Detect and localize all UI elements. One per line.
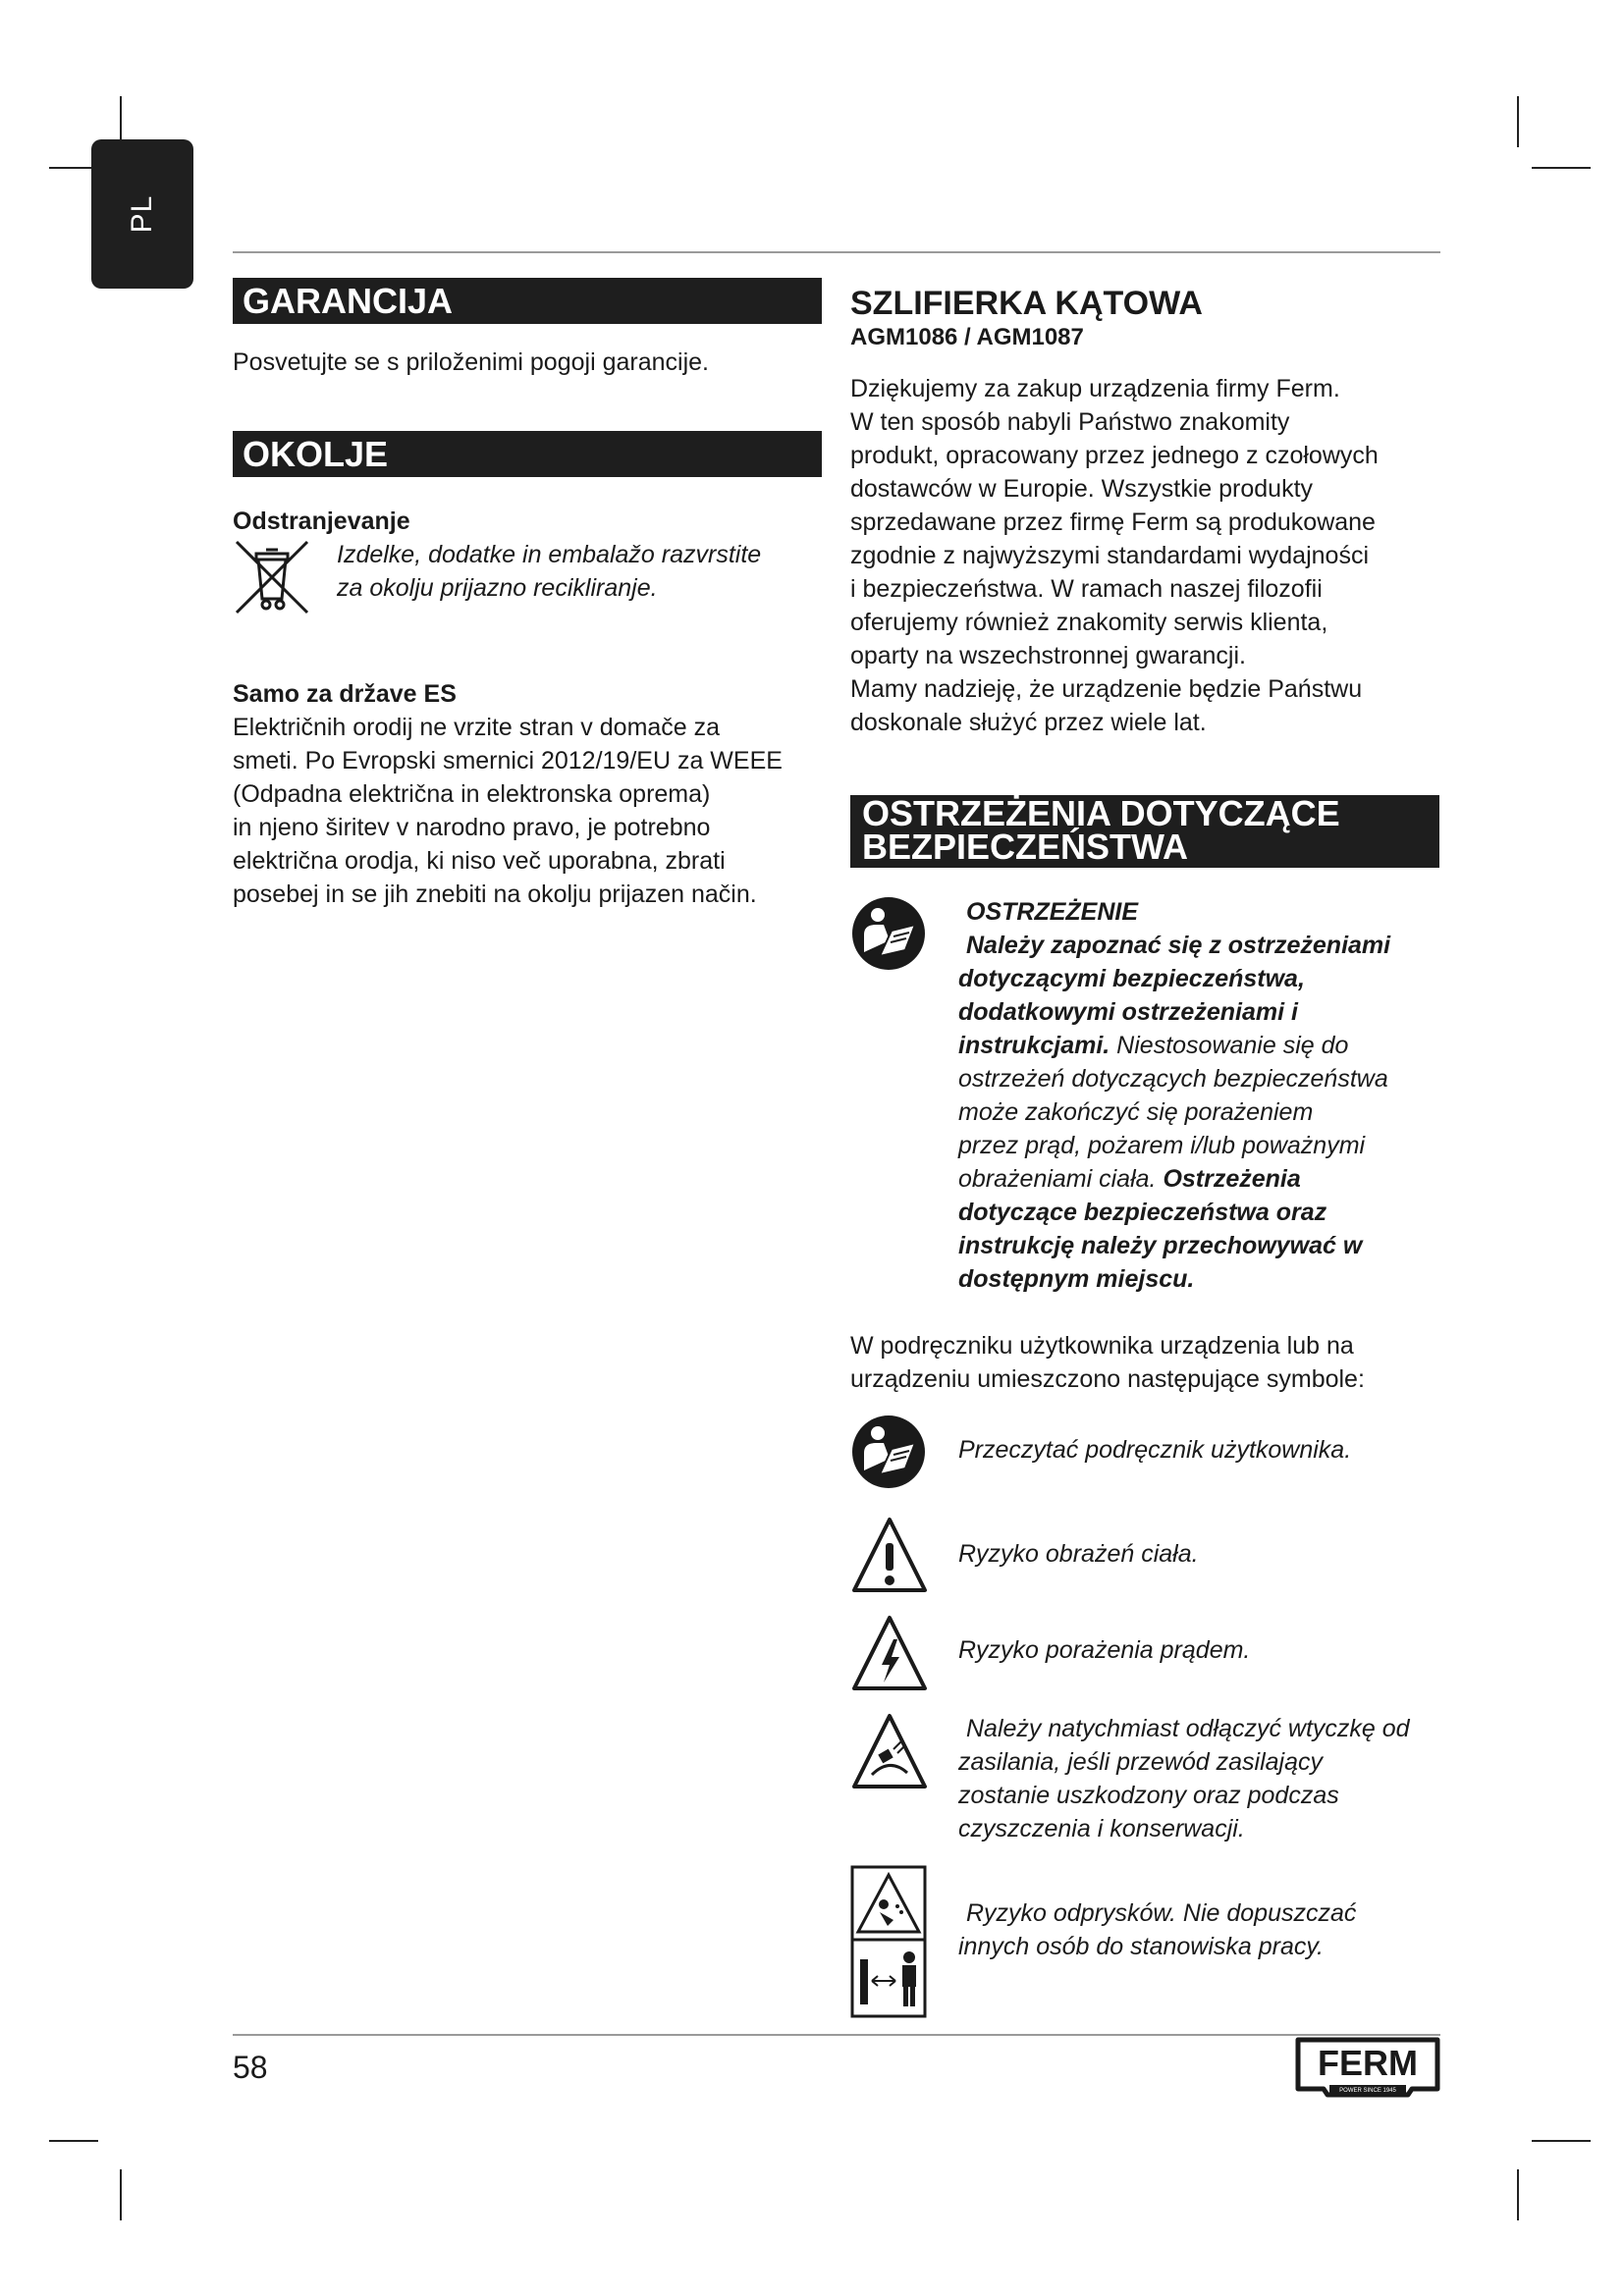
crop-mark [1532, 167, 1591, 169]
warning-triangle-icon [850, 1516, 958, 1599]
unplug-icon [850, 1712, 958, 1795]
es-line: in njeno širitev v narodno pravo, je potrebno [233, 814, 711, 841]
warning-bold-line: instrukcję należy przechowywać w [958, 1232, 1363, 1259]
disposal-line: Izdelke, dodatke in embalažo razvrstite [337, 541, 762, 568]
intro-line: dostawców w Europie. Wszystkie produkty [850, 475, 1314, 503]
es-title: Samo za države ES [233, 680, 457, 708]
top-rule [233, 251, 1440, 253]
es-line: električna orodja, ki niso več uporabna, zbrati [233, 847, 726, 875]
symbol-text: zasilania, jeśli przewód zasilający [958, 1748, 1323, 1776]
symbol-shock [850, 1614, 1439, 1702]
warning-mixed-line [958, 1162, 1439, 1196]
symbol-text: zostanie uszkodzony oraz podczas [958, 1782, 1339, 1809]
warning-bold-line: Należy zapoznać się z ostrzeżeniami [966, 932, 1391, 959]
crop-mark [1532, 2140, 1591, 2142]
intro-line: oparty na wszechstronnej gwarancji. [850, 642, 1246, 669]
disposal-row [233, 538, 822, 621]
read-manual-icon [850, 895, 958, 977]
ferm-logo [1294, 2036, 1441, 2104]
warning-bold-part: Ostrzeżenia [1163, 1165, 1301, 1193]
es-line: (Odpadna električna in elektronska oprema) [233, 780, 711, 808]
safety-heading-line: BEZPIECZEŃSTWA [862, 827, 1189, 867]
symbol-text: Ryzyko odprysków. Nie dopuszczać [966, 1899, 1357, 1927]
warning-label: OSTRZEŻENIE [966, 898, 1139, 926]
symbol-text: Ryzyko obrażeń ciała. [958, 1540, 1199, 1568]
symbol-text: Przeczytać podręcznik użytkownika. [958, 1436, 1352, 1464]
symbol-text: Należy natychmiast odłączyć wtyczkę od [966, 1715, 1410, 1742]
garancija-heading: GARANCIJA [233, 278, 822, 324]
symbol-read-manual [850, 1414, 1439, 1502]
es-line: Električnih orodij ne vrzite stran v domače za [233, 714, 721, 741]
warning-bold-line: dodatkowymi ostrzeżeniami i [958, 998, 1298, 1026]
warning-normal-part: obrażeniami ciała. [958, 1165, 1164, 1193]
warning-bold-line: dotyczące bezpieczeństwa oraz [958, 1199, 1327, 1226]
symbols-intro-line: W podręczniku użytkownika urządzenia lub na [850, 1332, 1354, 1360]
crossed-bin-icon [233, 538, 337, 621]
warning-bold-line: dostępnym miejscu. [958, 1265, 1195, 1293]
warning-normal-line: może zakończyć się porażeniem [958, 1098, 1314, 1126]
logo-tagline: POWER SINCE 1945 [1339, 2088, 1396, 2094]
warning-bold-part: instrukcjami. [958, 1032, 1110, 1059]
debris-distance-icon [850, 1865, 958, 2023]
warning-normal-line: przez prąd, pożarem i/lub poważnymi [958, 1132, 1366, 1159]
warning-bold-line: dotyczącymi bezpieczeństwa, [958, 965, 1305, 992]
warning-normal-line: ostrzeżeń dotyczących bezpieczeństwa [958, 1065, 1388, 1093]
language-tab-label: PL [126, 194, 158, 234]
intro-text [850, 372, 1439, 739]
bottom-rule [233, 2034, 1440, 2036]
intro-line: Mamy nadzieję, że urządzenie będzie Państwu [850, 675, 1363, 703]
intro-line: zgodnie z najwyższymi standardami wydajności [850, 542, 1370, 569]
logo-text: FERM [1318, 2043, 1418, 2083]
intro-line: W ten sposób nabyli Państwo znakomity [850, 408, 1290, 436]
page-number: 58 [233, 2050, 268, 2085]
symbols-intro [850, 1329, 1439, 1396]
product-title: SZLIFIERKA KĄTOWA [850, 285, 1203, 322]
intro-line: sprzedawane przez firmę Ferm są produkowane [850, 508, 1376, 536]
language-tab [91, 139, 193, 289]
okolje-heading: OKOLJE [233, 431, 822, 477]
es-line: smeti. Po Evropski smernici 2012/19/EU za WEEE [233, 747, 783, 774]
intro-line: oferujemy również znakomity serwis klienta, [850, 609, 1328, 636]
intro-line: doskonale służyć przez wiele lat. [850, 709, 1207, 736]
symbol-injury [850, 1516, 1439, 1604]
right-column [850, 278, 1439, 2023]
es-line: posebej in se jih znebiti na okolju prijazen način. [233, 881, 757, 908]
left-column [233, 278, 822, 911]
symbol-unplug [850, 1712, 1439, 1845]
electric-shock-icon [850, 1614, 958, 1697]
symbols-intro-line: urządzeniu umieszczono następujące symbole: [850, 1365, 1365, 1393]
read-manual-icon [850, 1414, 958, 1495]
crop-mark [1517, 2169, 1519, 2220]
intro-line: produkt, opracowany przez jednego z czołowych [850, 442, 1379, 469]
safety-heading-line: OSTRZEŻENIA DOTYCZĄCE [862, 793, 1340, 833]
symbol-text: Ryzyko porażenia prądem. [958, 1636, 1251, 1664]
crop-mark [120, 2169, 122, 2220]
warning-block [850, 895, 1439, 1296]
disposal-title: Odstranjevanje [233, 507, 410, 535]
crop-mark [49, 2140, 98, 2142]
symbol-text: czyszczenia i konserwacji. [958, 1815, 1245, 1842]
symbol-debris [850, 1865, 1439, 2023]
intro-line: Dziękujemy za zakup urządzenia firmy Ferm. [850, 375, 1340, 402]
garancija-text: Posvetujte se s priloženimi pogoji garancije. [233, 348, 709, 376]
product-model: AGM1086 / AGM1087 [850, 324, 1084, 350]
crop-mark [1517, 96, 1519, 147]
disposal-line: za okolju prijazno recikliranje. [337, 574, 658, 602]
warning-mixed-line [958, 1029, 1439, 1062]
intro-line: i bezpieczeństwa. W ramach naszej filozofii [850, 575, 1323, 603]
warning-normal-part: Niestosowanie się do [1110, 1032, 1349, 1059]
safety-heading [850, 795, 1439, 868]
symbol-text: innych osób do stanowiska pracy. [958, 1933, 1324, 1960]
